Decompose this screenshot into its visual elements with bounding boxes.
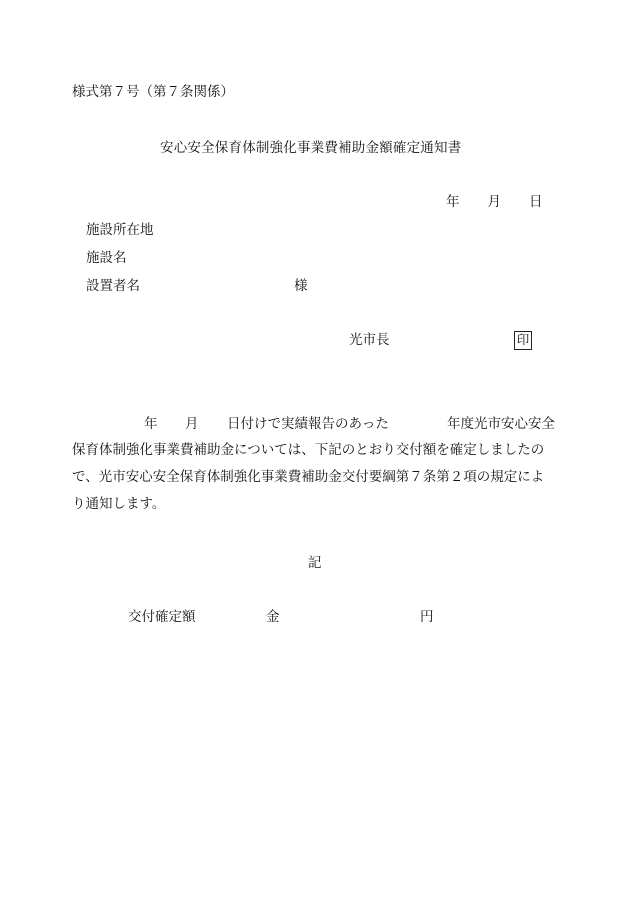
facility-address-label: 施設所在地 bbox=[86, 222, 154, 238]
body-line-4: り通知します。 bbox=[72, 496, 166, 512]
date-line bbox=[446, 196, 543, 210]
honorific-sama: 様 bbox=[294, 278, 308, 294]
grant-kin: 金 bbox=[266, 609, 280, 625]
ki-heading: 記 bbox=[308, 555, 322, 571]
body-text-a: 日付けで実績報告のあった bbox=[227, 416, 389, 432]
body-year: 年 bbox=[144, 416, 158, 432]
grant-yen: 円 bbox=[420, 609, 434, 625]
body-line-3: で、光市安心安全保育体制強化事業費補助金交付要綱第７条第２項の規定によ bbox=[72, 469, 545, 485]
facility-name-label: 施設名 bbox=[86, 250, 127, 266]
document-title: 安心安全保育体制強化事業費補助金額確定通知書 bbox=[160, 140, 462, 156]
date-year: 年 bbox=[446, 194, 460, 210]
grant-amount-label: 交付確定額 bbox=[128, 609, 196, 625]
founder-name-label: 設置者名 bbox=[86, 278, 140, 294]
body-text-b: 年度光市安心安全 bbox=[447, 416, 555, 432]
date-day: 日 bbox=[529, 194, 543, 210]
body-month: 月 bbox=[185, 416, 199, 432]
seal-stamp-box: 印 bbox=[514, 331, 532, 350]
date-month: 月 bbox=[487, 194, 501, 210]
mayor-title: 光市長 bbox=[349, 332, 390, 348]
body-line-2: 保育体制強化事業費補助金については、下記のとおり交付額を確定しましたの bbox=[72, 442, 545, 458]
form-number: 様式第７号（第７条関係） bbox=[72, 84, 234, 100]
